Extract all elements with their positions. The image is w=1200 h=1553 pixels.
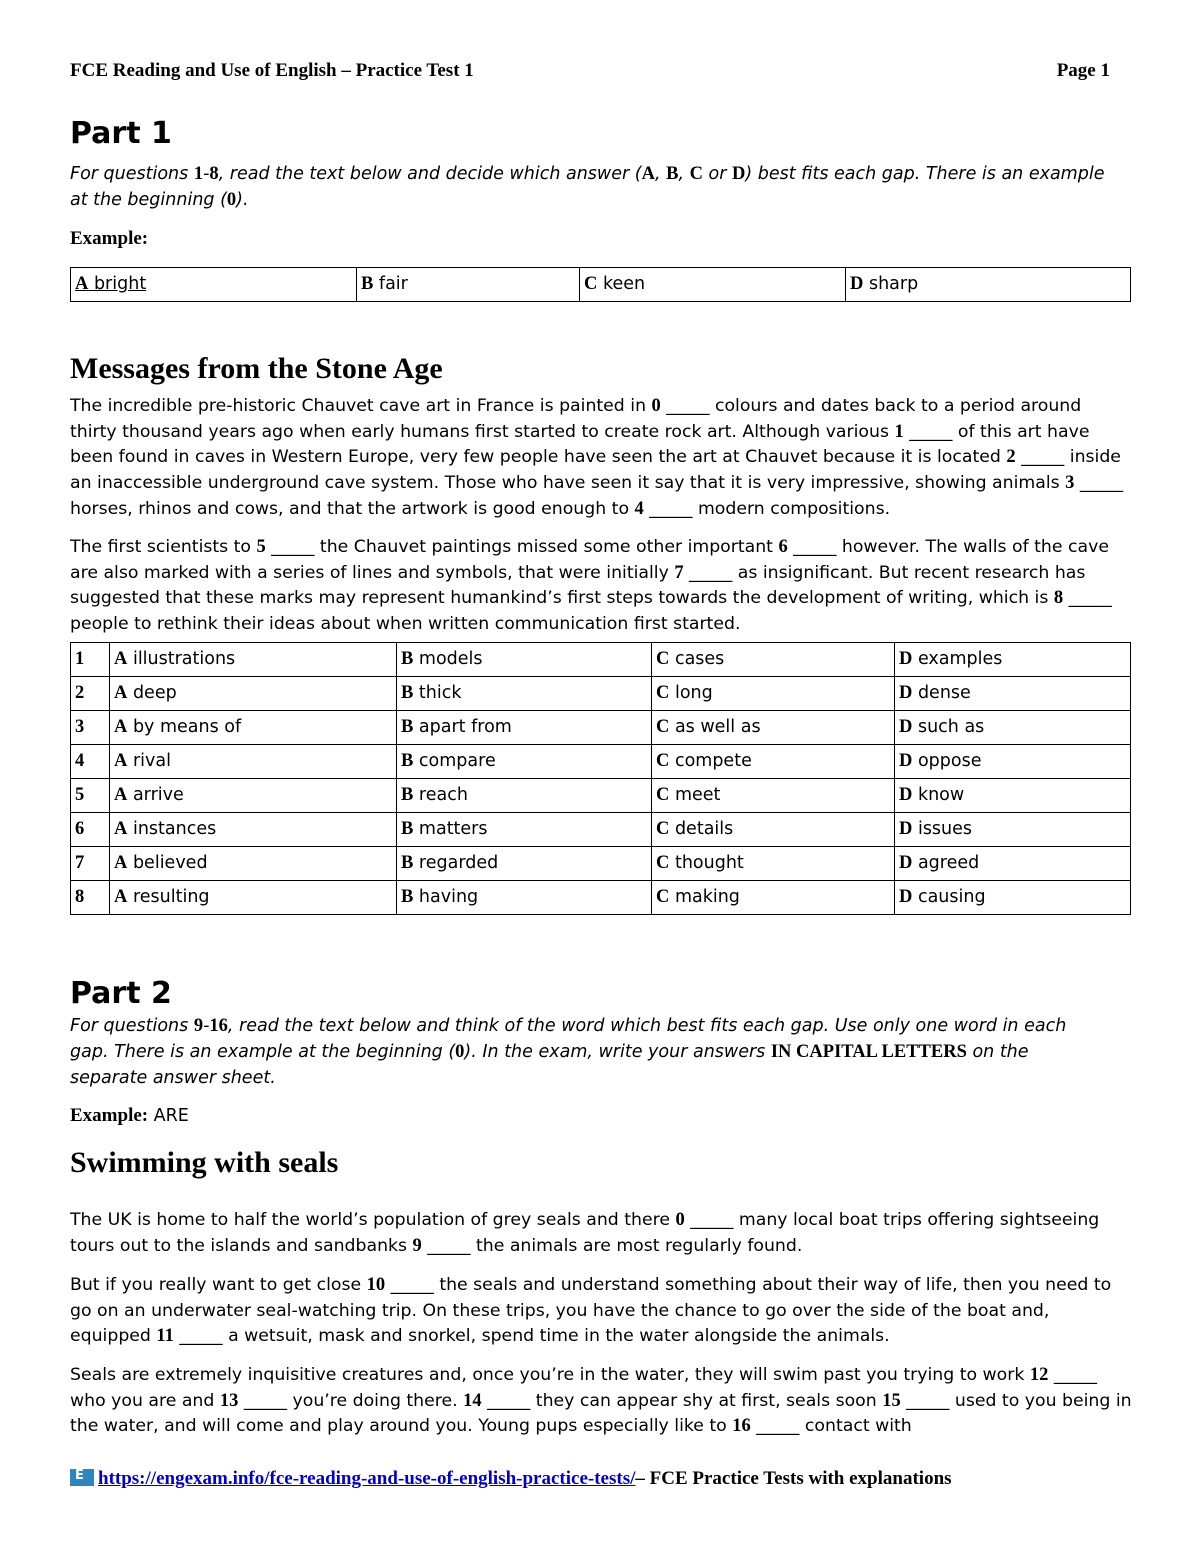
- option-a: A by means of: [110, 711, 397, 745]
- option-b: B regarded: [397, 847, 652, 881]
- part1-questions-table: [70, 642, 1131, 915]
- option-a: A arrive: [110, 779, 397, 813]
- option-c: C compete: [652, 745, 895, 779]
- page-header: [70, 60, 1132, 86]
- part1-title: Part 1: [70, 116, 172, 151]
- part1-text-title: Messages from the Stone Age: [70, 352, 443, 385]
- part2-paragraph-3: Seals are extremely inquisitive creatures and, once you’re in the water, they will swim past you trying to work 12 _____ who you are and 13 _____ you’re doing there. 14 _____ they can appear shy at first, seals soon 15 _____ used to you being in the water, and will come and play around you. Young pups especially like to 16 _____ contact with: [70, 1365, 1132, 1437]
- option-c: C cases: [652, 643, 895, 677]
- example-row: [71, 268, 1131, 302]
- question-row: [71, 711, 1131, 745]
- option-c: C meet: [652, 779, 895, 813]
- option-c: C thought: [652, 847, 895, 881]
- option-d: D oppose: [895, 745, 1131, 779]
- header-title: FCE Reading and Use of English – Practice Test 1: [70, 60, 474, 81]
- question-row: [71, 745, 1131, 779]
- option-a: A believed: [110, 847, 397, 881]
- option-a: A resulting: [110, 881, 397, 915]
- part2-instructions: For questions 9-16, read the text below and think of the word which best fits each gap. Use only one word in each gap. There is an example at the beginning (0). In the exam, write your answers IN CAPITAL LETTERS on the separate answer sheet.: [70, 1016, 1067, 1088]
- option-b: B having: [397, 881, 652, 915]
- part2-example-value: ARE: [148, 1106, 189, 1126]
- question-row: [71, 847, 1131, 881]
- option-c: C as well as: [652, 711, 895, 745]
- footer-link[interactable]: https://engexam.info/fce-reading-and-use-of-english-practice-tests/: [98, 1468, 636, 1489]
- option-b: B matters: [397, 813, 652, 847]
- option-d: D causing: [895, 881, 1131, 915]
- question-number: 6: [71, 813, 110, 847]
- option-d: D issues: [895, 813, 1131, 847]
- question-number: 7: [71, 847, 110, 881]
- option-a: A instances: [110, 813, 397, 847]
- example-options-table: [70, 267, 1131, 302]
- question-number: 1: [71, 643, 110, 677]
- page-footer: [70, 1468, 952, 1490]
- part2-title: Part 2: [70, 976, 172, 1011]
- example-option-b: B fair: [357, 268, 580, 302]
- question-number: 5: [71, 779, 110, 813]
- option-a: A illustrations: [110, 643, 397, 677]
- part1-paragraph-2: The first scientists to 5 _____ the Chauvet paintings missed some other important 6 _____ however. The walls of the cave are also marked with a series of lines and symbols, that were initially 7 _____ as insignificant. But recent research has suggested that these marks may represent humankind’s first steps towards the development of writing, which is 8 _____ people to rethink their ideas about when written communication first started.: [70, 537, 1112, 635]
- option-b: B models: [397, 643, 652, 677]
- option-b: B reach: [397, 779, 652, 813]
- option-d: D agreed: [895, 847, 1131, 881]
- page-number: Page 1: [1056, 60, 1110, 81]
- question-row: [71, 643, 1131, 677]
- example-option-c: C keen: [580, 268, 846, 302]
- option-c: C long: [652, 677, 895, 711]
- option-d: D know: [895, 779, 1131, 813]
- part1-instructions: For questions 1-8, read the text below and decide which answer (A, B, C or D) best fits each gap. There is an example at the beginning (0).: [70, 164, 1105, 210]
- option-c: C making: [652, 881, 895, 915]
- part1-example-label: Example:: [70, 228, 149, 249]
- option-d: D examples: [895, 643, 1131, 677]
- option-d: D dense: [895, 677, 1131, 711]
- part2-paragraph-2: But if you really want to get close 10 _____ the seals and understand something about their way of life, then you need to go on an underwater seal-watching trip. On these trips, you have the chance to go over the side of the boat and, equipped 11 _____ a wetsuit, mask and snorkel, spend time in the water alongside the animals.: [70, 1275, 1112, 1347]
- question-number: 3: [71, 711, 110, 745]
- question-row: [71, 813, 1131, 847]
- question-number: 8: [71, 881, 110, 915]
- question-row: [71, 881, 1131, 915]
- option-b: B compare: [397, 745, 652, 779]
- option-a: A deep: [110, 677, 397, 711]
- engexam-logo-icon: [70, 1469, 94, 1486]
- example-option-d: D sharp: [846, 268, 1131, 302]
- question-row: [71, 779, 1131, 813]
- part2-example: Example: ARE: [70, 1105, 189, 1126]
- part1-paragraph-1: The incredible pre-historic Chauvet cave art in France is painted in 0 _____ colours and dates back to a period around thirty thousand years ago when early humans first started to create rock art. Although various 1 _____ of this art have been found in caves in Western Europe, very few people have seen the art at Chauvet because it is located 2 _____ inside an inaccessible underground cave system. Those who have seen it say that it is very impressive, showing animals 3 _____ horses, rhinos and cows, and that the artwork is good enough to 4 _____ modern compositions.: [70, 396, 1124, 519]
- option-a: A rival: [110, 745, 397, 779]
- part2-paragraph-1: The UK is home to half the world’s population of grey seals and there 0 _____ many local boat trips offering sightseeing tours out to the islands and sandbanks 9 _____ the animals are most regularly found.: [70, 1210, 1100, 1256]
- part2-text-title: Swimming with seals: [70, 1146, 339, 1179]
- example-option-a: A bright: [71, 268, 357, 302]
- option-b: B apart from: [397, 711, 652, 745]
- footer-text: – FCE Practice Tests with explanations: [635, 1468, 952, 1489]
- question-number: 2: [71, 677, 110, 711]
- question-number: 4: [71, 745, 110, 779]
- option-c: C details: [652, 813, 895, 847]
- option-d: D such as: [895, 711, 1131, 745]
- option-b: B thick: [397, 677, 652, 711]
- question-row: [71, 677, 1131, 711]
